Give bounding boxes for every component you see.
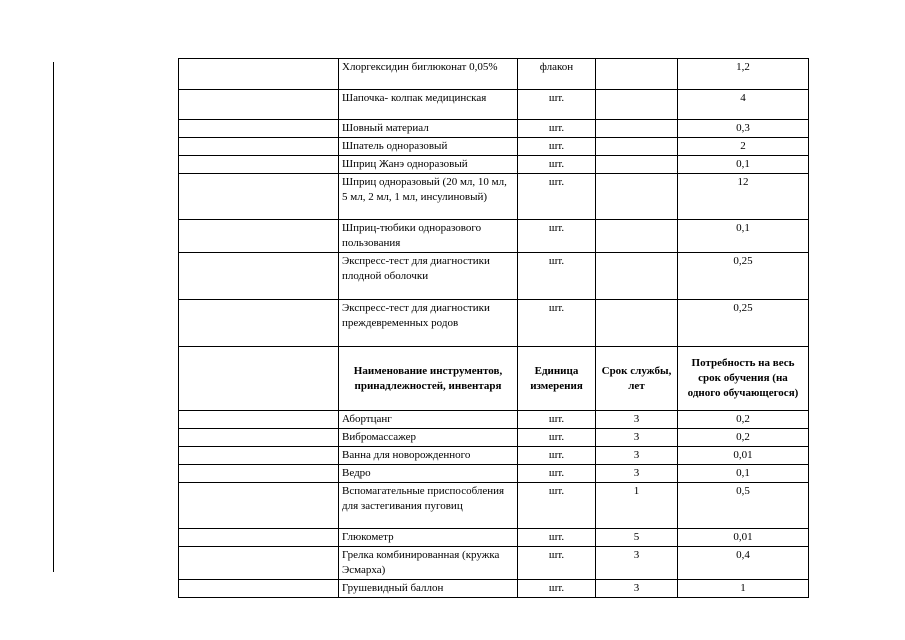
blank-cell [179, 529, 339, 547]
unit-cell: шт. [518, 300, 596, 347]
header-unit: Единица измерения [518, 347, 596, 411]
requirement-cell: 0,2 [678, 411, 809, 429]
unit-cell: шт. [518, 465, 596, 483]
item-name-cell: Вибромассажер [339, 429, 518, 447]
item-name-cell: Глюкометр [339, 529, 518, 547]
blank-cell [179, 300, 339, 347]
item-name-cell: Экспресс-тест для диагностики преждевременных родов [339, 300, 518, 347]
unit-cell: шт. [518, 529, 596, 547]
service-life-cell: 3 [596, 429, 678, 447]
unit-cell: шт. [518, 580, 596, 598]
table-row [179, 156, 809, 174]
table-row [179, 447, 809, 465]
blank-cell [179, 547, 339, 580]
requirement-cell: 0,01 [678, 529, 809, 547]
item-name-cell: Шапочка- колпак медицинская [339, 90, 518, 120]
blank-cell [179, 120, 339, 138]
table-row [179, 580, 809, 598]
service-life-cell [596, 156, 678, 174]
requirement-cell: 0,5 [678, 483, 809, 529]
unit-cell: шт. [518, 90, 596, 120]
service-life-cell: 3 [596, 465, 678, 483]
unit-cell: флакон [518, 59, 596, 90]
requirement-cell: 0,01 [678, 447, 809, 465]
item-name-cell: Ванна для новорожденного [339, 447, 518, 465]
table-row [179, 120, 809, 138]
unit-cell: шт. [518, 253, 596, 300]
table-row [179, 59, 809, 90]
unit-cell: шт. [518, 138, 596, 156]
requirement-cell: 0,1 [678, 156, 809, 174]
requirement-cell: 1 [678, 580, 809, 598]
page-margin-line [53, 62, 54, 572]
unit-cell: шт. [518, 447, 596, 465]
table-row [179, 174, 809, 220]
item-name-cell: Абортцанг [339, 411, 518, 429]
table-row [179, 529, 809, 547]
item-name-cell: Хлоргексидин биглюконат 0,05% [339, 59, 518, 90]
blank-cell [179, 347, 339, 411]
instruments-header-row [179, 347, 809, 411]
service-life-cell: 1 [596, 483, 678, 529]
requirement-cell: 1,2 [678, 59, 809, 90]
requirement-cell: 0,25 [678, 253, 809, 300]
service-life-cell [596, 300, 678, 347]
unit-cell: шт. [518, 220, 596, 253]
item-name-cell: Грелка комбинированная (кружка Эсмарха) [339, 547, 518, 580]
service-life-cell: 3 [596, 447, 678, 465]
blank-cell [179, 90, 339, 120]
item-name-cell: Вспомагательные приспособления для застегивания пуговиц [339, 483, 518, 529]
item-name-cell: Ведро [339, 465, 518, 483]
service-life-cell [596, 220, 678, 253]
blank-cell [179, 429, 339, 447]
service-life-cell: 3 [596, 547, 678, 580]
requirement-cell: 0,25 [678, 300, 809, 347]
requirement-cell: 2 [678, 138, 809, 156]
service-life-cell: 3 [596, 411, 678, 429]
table-row [179, 465, 809, 483]
blank-cell [179, 483, 339, 529]
header-service-life: Срок службы, лет [596, 347, 678, 411]
item-name-cell: Экспресс-тест для диагностики плодной оболочки [339, 253, 518, 300]
unit-cell: шт. [518, 156, 596, 174]
item-name-cell: Шовный материал [339, 120, 518, 138]
table-row [179, 483, 809, 529]
service-life-cell [596, 174, 678, 220]
table-row [179, 429, 809, 447]
unit-cell: шт. [518, 429, 596, 447]
blank-cell [179, 156, 339, 174]
table-row [179, 138, 809, 156]
service-life-cell: 5 [596, 529, 678, 547]
unit-cell: шт. [518, 120, 596, 138]
blank-cell [179, 59, 339, 90]
table-row [179, 411, 809, 429]
requirement-cell: 0,1 [678, 465, 809, 483]
table-row [179, 220, 809, 253]
service-life-cell [596, 253, 678, 300]
requirement-cell: 0,4 [678, 547, 809, 580]
service-life-cell [596, 59, 678, 90]
unit-cell: шт. [518, 411, 596, 429]
requirement-cell: 0,3 [678, 120, 809, 138]
table-row [179, 253, 809, 300]
table-row [179, 90, 809, 120]
blank-cell [179, 220, 339, 253]
service-life-cell [596, 138, 678, 156]
service-life-cell [596, 90, 678, 120]
requirement-cell: 12 [678, 174, 809, 220]
item-name-cell: Грушевидный баллон [339, 580, 518, 598]
item-name-cell: Шприц Жанэ одноразовый [339, 156, 518, 174]
header-name: Наименование инструментов, принадлежностей, инвентаря [339, 347, 518, 411]
blank-cell [179, 465, 339, 483]
blank-cell [179, 411, 339, 429]
requirement-cell: 0,2 [678, 429, 809, 447]
requirement-cell: 0,1 [678, 220, 809, 253]
unit-cell: шт. [518, 174, 596, 220]
table-row [179, 547, 809, 580]
blank-cell [179, 580, 339, 598]
supplies-table [178, 58, 809, 598]
header-requirement: Потребность на весь срок обучения (на одного обучающегося) [678, 347, 809, 411]
blank-cell [179, 253, 339, 300]
blank-cell [179, 138, 339, 156]
service-life-cell [596, 120, 678, 138]
blank-cell [179, 174, 339, 220]
item-name-cell: Шприц-тюбики одноразового пользования [339, 220, 518, 253]
unit-cell: шт. [518, 547, 596, 580]
item-name-cell: Шприц одноразовый (20 мл, 10 мл, 5 мл, 2 мл, 1 мл, инсулиновый) [339, 174, 518, 220]
unit-cell: шт. [518, 483, 596, 529]
service-life-cell: 3 [596, 580, 678, 598]
requirement-cell: 4 [678, 90, 809, 120]
blank-cell [179, 447, 339, 465]
item-name-cell: Шпатель одноразовый [339, 138, 518, 156]
table-row [179, 300, 809, 347]
